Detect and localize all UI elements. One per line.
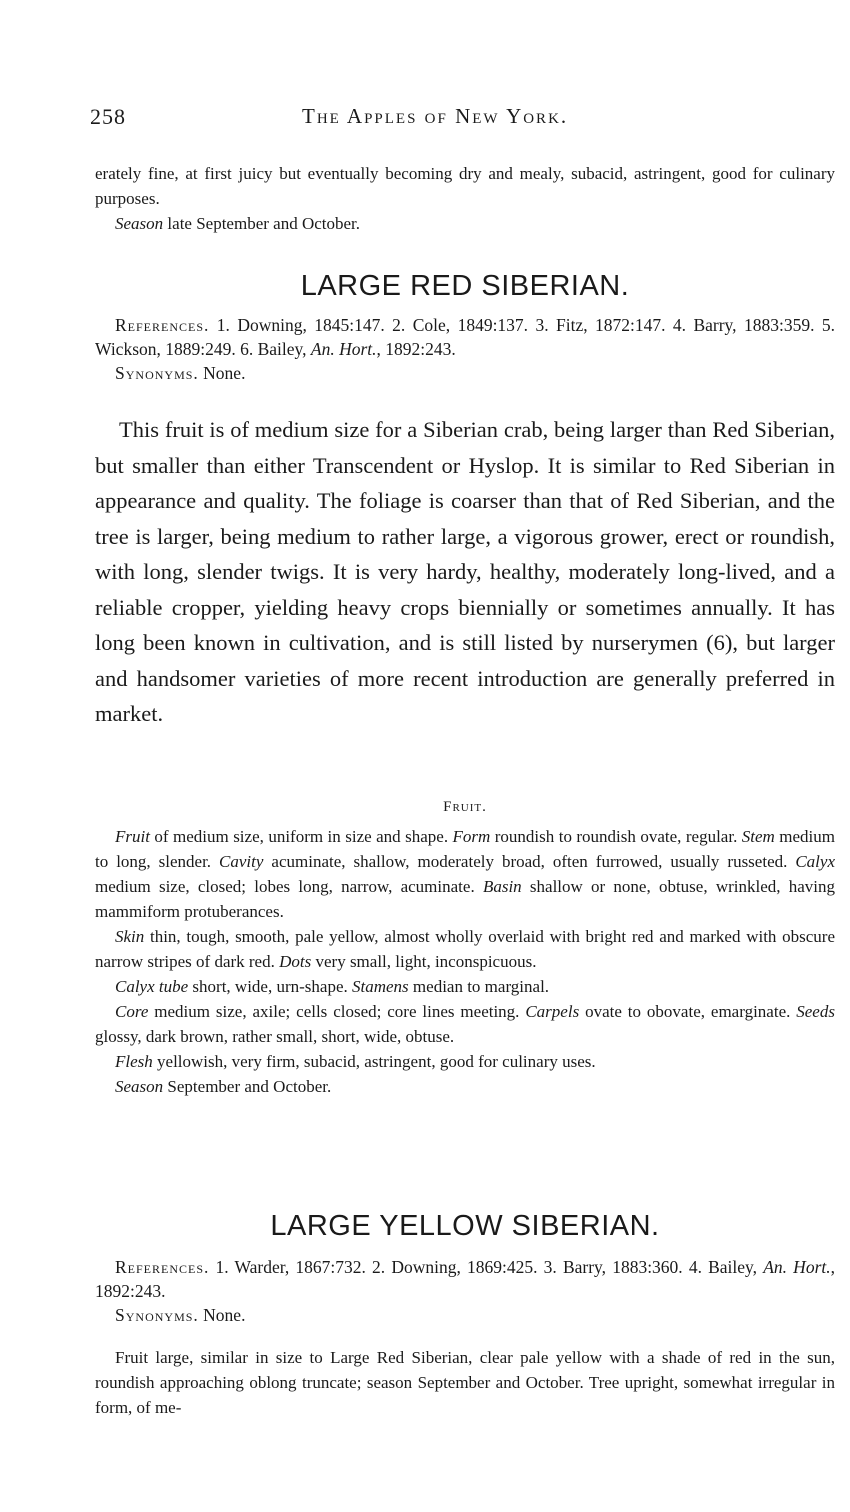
- references-italic: An. Hort.: [310, 339, 377, 359]
- references-end: , 1892:243.: [95, 1257, 835, 1301]
- term-fruit: Fruit: [115, 827, 150, 846]
- large-red-references: [95, 313, 835, 385]
- term-stamens: Stamens: [352, 977, 409, 996]
- season-term: Season: [115, 214, 164, 233]
- references-text: 1. Warder, 1867:732. 2. Downing, 1869:425. 3. Barry, 1883:360. 4. Bailey,: [209, 1257, 764, 1277]
- term-stem: Stem: [741, 827, 775, 846]
- text-seeds: glossy, dark brown, rather small, short, wide, obtuse.: [95, 1027, 455, 1046]
- text-core: medium size, axile; cells closed; core lines meeting.: [148, 1002, 526, 1021]
- synonyms-line: [95, 1303, 835, 1327]
- term-form: Form: [452, 827, 491, 846]
- continuation-paragraph: [95, 161, 835, 236]
- skin-paragraph: [95, 924, 835, 974]
- synonyms-label: Synonyms.: [115, 363, 199, 383]
- page-number: 258: [90, 104, 126, 129]
- continuation-season: [95, 211, 835, 236]
- text-calyx-tube: short, wide, urn-shape.: [188, 977, 352, 996]
- term-season: Season: [115, 1077, 164, 1096]
- fruit-section-label: Fruit.: [443, 799, 487, 815]
- large-yellow-title: LARGE YELLOW SIBERIAN.: [270, 1210, 660, 1242]
- text-fruit: of medium size, uniform in size and shape.: [149, 827, 453, 846]
- continuation-text: erately fine, at first juicy but eventually becoming dry and mealy, subacid, astringent, good for culinary purposes.: [95, 164, 835, 208]
- flesh-paragraph: [95, 1049, 835, 1074]
- references-end: , 1892:243.: [376, 339, 456, 359]
- page-header: [90, 104, 830, 134]
- references-label: References.: [115, 1257, 210, 1277]
- term-skin: Skin: [115, 927, 145, 946]
- references-line: [95, 313, 835, 361]
- large-red-description: [95, 412, 835, 732]
- text-season: September and October.: [163, 1077, 332, 1096]
- core-paragraph: [95, 999, 835, 1049]
- synonyms-text: None.: [198, 363, 246, 383]
- text-carpels: ovate to obovate, emarginate.: [579, 1002, 797, 1021]
- term-seeds: Seeds: [796, 1002, 835, 1021]
- references-italic: An. Hort.: [763, 1257, 831, 1277]
- calyx-tube-paragraph: [95, 974, 835, 999]
- running-title: The Apples of New York.: [302, 104, 569, 128]
- references-label: References.: [115, 315, 210, 335]
- synonyms-text: None.: [198, 1305, 246, 1325]
- text-skin: thin, tough, smooth, pale yellow, almost wholly overlaid with bright red and marked with obscure narrow stripes of dark red.: [95, 927, 835, 971]
- season-text: late September and October.: [163, 214, 361, 233]
- term-flesh: Flesh: [115, 1052, 153, 1071]
- text-form: roundish to roundish ovate, regular.: [490, 827, 742, 846]
- large-yellow-description: [95, 1345, 835, 1420]
- season-paragraph: [95, 1074, 835, 1099]
- text-basin: shallow or none, obtuse, wrinkled, having mammiform protuberances.: [95, 877, 835, 921]
- synonyms-line: [95, 361, 835, 385]
- text-cavity: acuminate, shallow, moderately broad, often furrowed, usually russeted.: [263, 852, 796, 871]
- fruit-description: [95, 824, 835, 1099]
- term-carpels: Carpels: [525, 1002, 580, 1021]
- text-flesh: yellowish, very firm, subacid, astringent, good for culinary uses.: [152, 1052, 596, 1071]
- term-calyx-tube: Calyx tube: [115, 977, 189, 996]
- text-calyx: medium size, closed; lobes long, narrow, acuminate.: [95, 877, 483, 896]
- description-text: This fruit is of medium size for a Siberian crab, being larger than Red Siberian, but smaller than either Transcendent or Hyslop. It is similar to Red Siberian in appearance and quality. The foliage is coarser than that of Red Siberian, and the tree is larger, being medium to rather large, a vigorous grower, erect or roundish, with long, slender twigs. It is very hardy, healthy, moderately long-lived, and a reliable cropper, yielding heavy crops biennially or sometimes annually. It has long been known in cultivation, and is still listed by nurserymen (6), but larger and handsomer varieties of more recent introduction are generally preferred in market.: [95, 417, 835, 726]
- text-dots: very small, light, inconspicuous.: [311, 952, 537, 971]
- references-line: [95, 1255, 835, 1303]
- large-yellow-references: [95, 1255, 835, 1327]
- term-cavity: Cavity: [219, 852, 264, 871]
- term-dots: Dots: [279, 952, 312, 971]
- term-basin: Basin: [482, 877, 522, 896]
- term-core: Core: [115, 1002, 149, 1021]
- text-stem: medium to long, slender.: [95, 827, 835, 871]
- synonyms-label: Synonyms.: [115, 1305, 199, 1325]
- term-calyx: Calyx: [795, 852, 835, 871]
- large-red-title: LARGE RED SIBERIAN.: [300, 270, 630, 302]
- references-text: 1. Downing, 1845:147. 2. Cole, 1849:137. 3. Fitz, 1872:147. 4. Barry, 1883:359. 5. Wickson, 1889:249. 6. Bailey,: [95, 315, 835, 359]
- description-text: Fruit large, similar in size to Large Red Siberian, clear pale yellow with a shade of red in the sun, roundish approaching oblong truncate; season September and October. Tree upright, somewhat irregular in form, of me-: [95, 1348, 835, 1417]
- fruit-paragraph: [95, 824, 835, 924]
- text-stamens: median to marginal.: [408, 977, 550, 996]
